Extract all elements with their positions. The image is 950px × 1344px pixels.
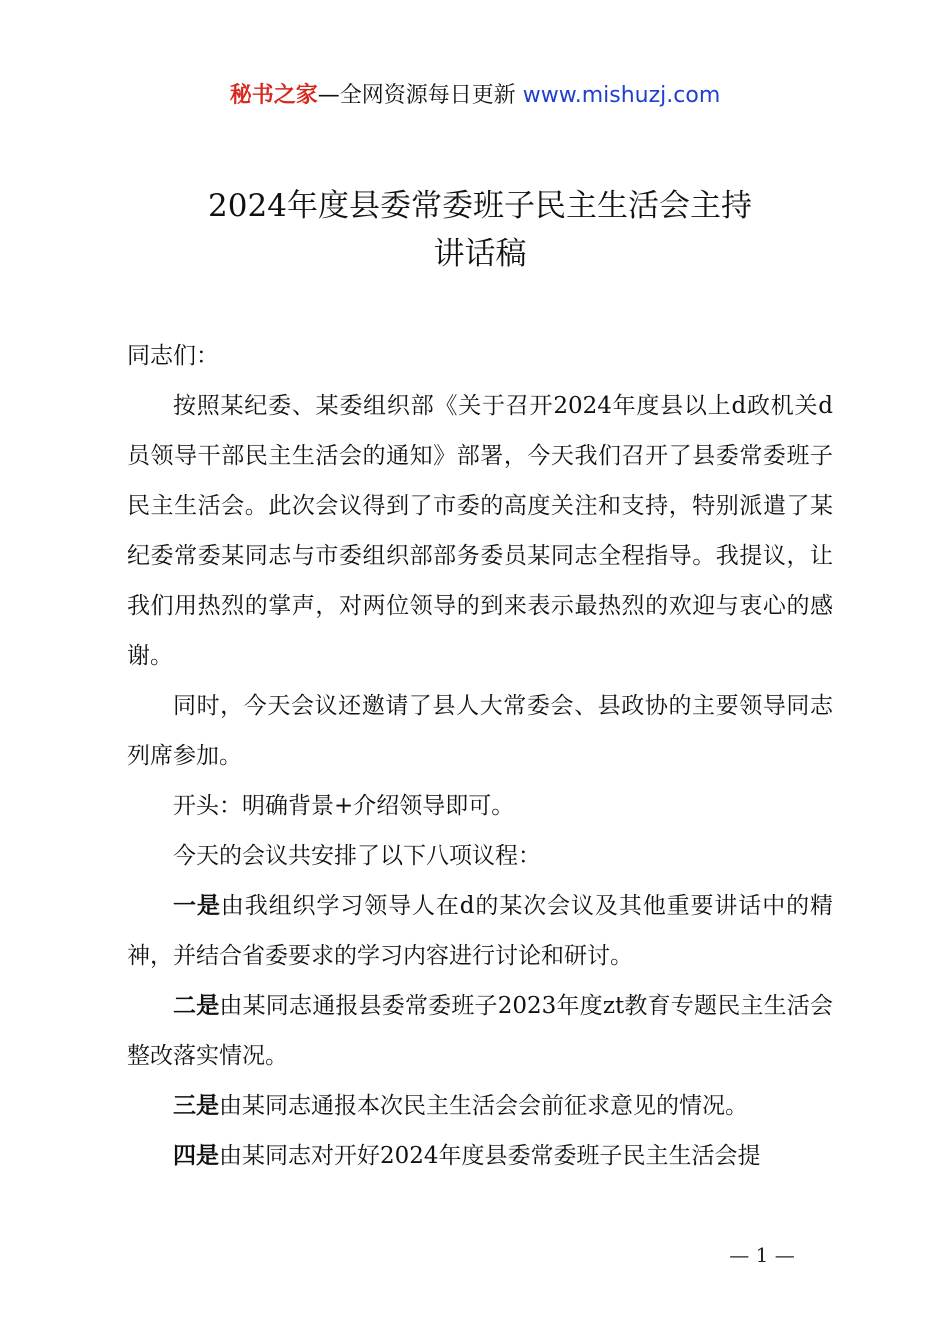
agenda-item-lead: 四是 [173,1142,219,1169]
brand-name: 秘书之家 [229,83,318,108]
document-title [120,182,840,278]
agenda-item-lead: 三是 [173,1092,219,1119]
agenda-item [127,981,833,1081]
salutation: 同志们： [127,343,219,369]
agenda-item-text: 由某同志通报县委常委班子2023年度zt教育专题民主生活会整改落实情况。 [127,993,834,1069]
agenda-item-lead: 二是 [173,992,220,1019]
header-tagline: —全网资源每日更新 [317,83,516,108]
document-body [127,331,833,1181]
site-url-link[interactable]: www.mishuzj.com [522,83,721,108]
paragraph-attendees: 同时，今天会议还邀请了县人大常委会、县政协的主要领导同志列席参加。 [127,693,833,769]
agenda-item [127,881,833,981]
site-header [0,80,950,112]
paragraph-background: 按照某纪委、某委组织部《关于召开2024年度县以上d政机关d员领导干部民主生活会的通知》部署，今天我们召开了县委常委班子民主生活会。此次会议得到了市委的高度关注和支持，特别派遣了某纪委常委某同志与市委组织部部务委员某同志全程指导。我提议，让我们用热烈的掌声，对两位领导的到来表示最热烈的欢迎与衷心的感谢。 [127,393,833,669]
title-line-1: 2024年度县委常委班子民主生活会主持 [208,188,752,224]
agenda-item-text: 由某同志通报本次民主生活会会前征求意见的情况。 [219,1093,748,1119]
agenda-item-text: 由某同志对开好2024年度县委常委班子民主生活会提 [219,1143,761,1169]
agenda-item [127,1081,833,1131]
agenda-item [127,1131,833,1181]
page-number: — 1 — [729,1243,795,1267]
paragraph-agenda-intro: 今天的会议共安排了以下八项议程： [173,843,541,869]
agenda-item-lead: 一是 [173,892,221,919]
title-line-2: 讲话稿 [433,236,527,272]
agenda-item-text: 由我组织学习领导人在d的某次会议及其他重要讲话中的精神，并结合省委要求的学习内容进行讨论和研讨。 [127,893,834,969]
paragraph-note: 开头：明确背景+介绍领导即可。 [173,793,515,819]
